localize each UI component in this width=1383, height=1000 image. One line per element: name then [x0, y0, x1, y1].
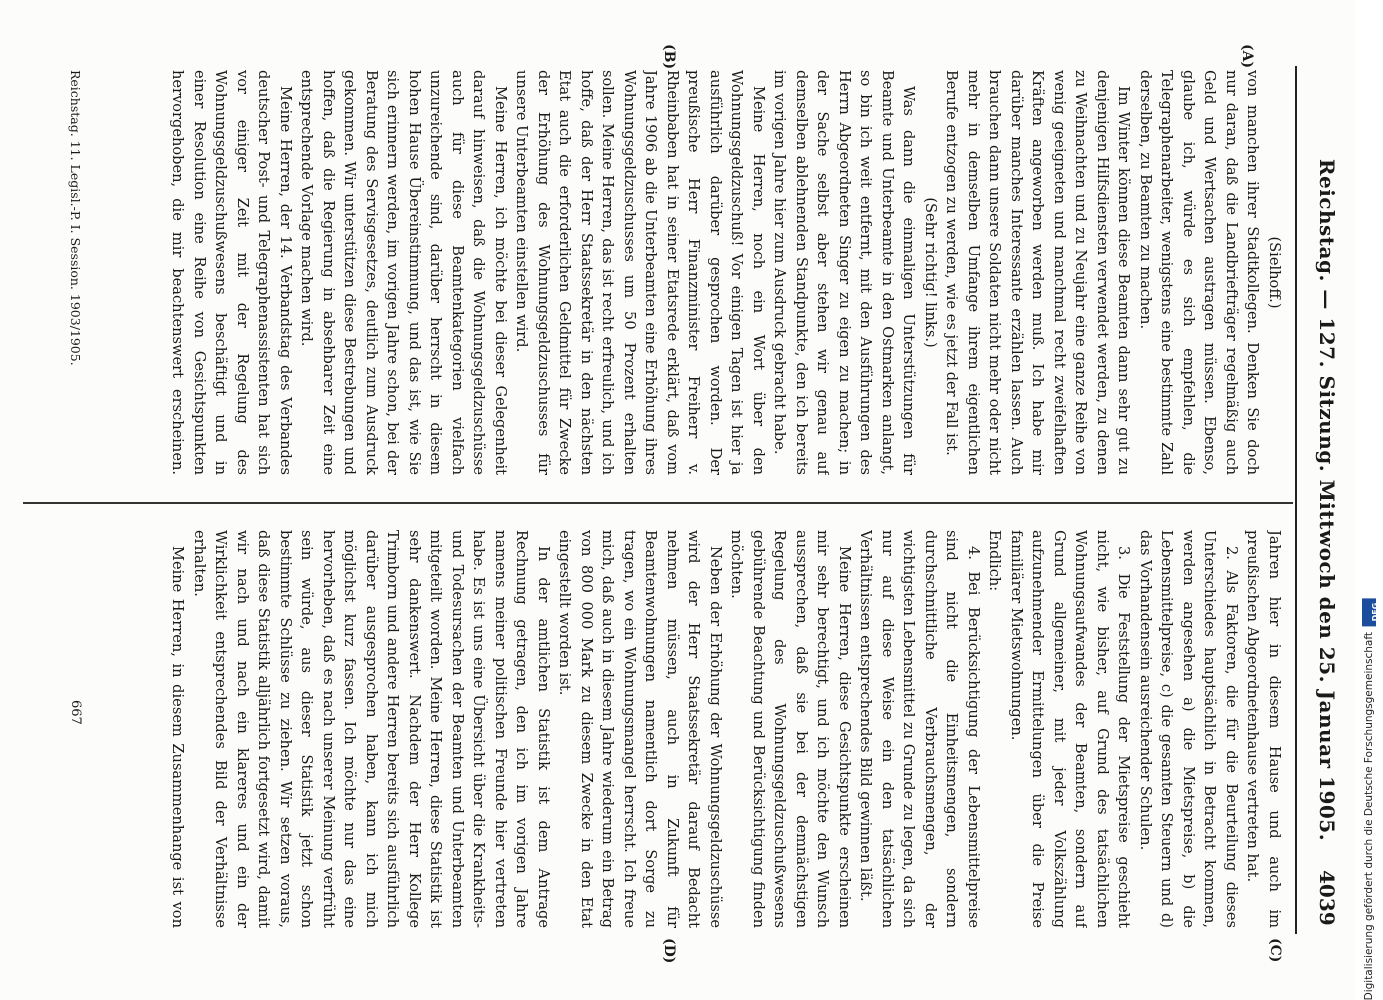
paragraph: Meine Herren, noch ein Wort über den Wohnungsgeldzuschuß! Vor einigen Tagen ist hier ja ausführlich darüber gesprochen worden. Der preußische Herr Finanzminister Freiherr v. Rheinbaben hat in seiner Etatsrede erklärt, daß vom Jahre 1906 ab die Unterbeamten eine Erhöhung ihres Wohnungsgeldzuschusses um 50 Prozent erhalten sollen. Meine Herren, das ist recht erfreulich, und ich hoffe, daß der Herr Staatssekretär in den nächsten Etat auch die erforderlichen Geldmittel für Zwecke der Erhöhung des Wohnungsgeldzuschusses für unsere Unterbeamten einstellen wird. — [513, 70, 767, 475]
paragraph: Was dann die einmaligen Unterstützungen für Beamte und Unterbeamte in den Ostmarken anlangt, so bin ich weit entfernt, mit den Ausführungen des Herrn Abgeordneten Singer zu eigen zu machen; in der Sache selbst aber stehen wir genau auf demselben ablehnenden Standpunkte, den ich bereits im vorigen Jahre hier zum Ausdruck gebracht habe. — [771, 70, 918, 475]
quoted-item: 3. Die Feststellung der Mietspreise geschieht nicht, wie bisher, auf Grund des tatsächlichen Wohnungsaufwandes der Beamten, sondern auf Grund allgemeiner, mit jeder Volkszählung aufzunehmender Ermittelungen über die Preise familiärer Mietswohnungen. — [1008, 530, 1133, 928]
left-column — [165, 70, 1285, 475]
digitization-credit — [1355, 0, 1383, 1000]
sheet-number: 667 — [68, 700, 83, 725]
credit-text: Digitalisierung gefördert durch die Deutsche Forschungsgemeinschaft — [1363, 631, 1375, 1000]
paragraph: Meine Herren, ich möchte bei dieser Gelegenheit darauf hinweisen, daß die Wohnungsgeldzuschüsse auch für diese Beamtenkategorien vielfach unzureichende sind, darüber herrscht in diesem hohen Hause Übereinstimmung, und das ist, wie Sie sich erinnern werden, im vorigen Jahre schon, bei der Beratung des Servisgesetzes, deutlich zum Ausdruck gekommen. Wir unterstützen diese Bestrebungen und hoffen, daß die Regierung in absehbarer Zeit eine entsprechende Vorlage machen wird. — [298, 70, 509, 475]
dfg-logo: DFG — [1362, 598, 1376, 626]
interjection: (Sehr richtig! links.) — [922, 197, 939, 348]
header-rule — [1295, 66, 1297, 934]
paragraph: Meine Herren, der 14. Verbandstag des Verbandes deutscher Post- und Telegraphenassistenten hat sich vor einiger Zeit mit der Regelung des Wohnungsgeldzuschußwesens beschäftigt und in einer Resolution eine Reihe von Gesichtspunkten hervorgehoben, die mir beachtenswert erscheinen. — [169, 70, 294, 475]
paragraph: Neben der Erhöhung der Wohnungsgeldzuschüsse wird der Herr Staatssekretär darauf Bedacht nehmen müssen, auch in Zukunft für Beamtenwohnungen namentlich dort Sorge zu tragen, wo ein Wohnungsmangel herrscht. Ich freue mich, daß auch in diesem Jahre wiederum ein Betrag von 800 000 Mark zu diesem Zwecke in den Etat eingestellt worden ist. — [556, 530, 724, 928]
page-header-number: 4039 — [1315, 870, 1339, 926]
paragraph: von manchen ihrer Stadtkollegen. Denken Sie doch nur daran, daß die Landbriefträger regelmäßig auch Geld und Wertsachen austragen müssen. Ebenso, glaube ich, würde es sich empfehlen, die Telegraphenarbeiter, wenigstens eine bestimmte Zahl derselben, zu Beamten zu machen. — [1137, 70, 1262, 475]
right-column — [165, 530, 1285, 928]
quoted-item: 4. Bei Berücksichtigung der Lebensmittelpreise sind nicht die Einheitsmengen, sondern durchschnittliche Verbrauchsmengen, der wichtigsten Lebensmittel zu Grunde zu legen, da sich nur auf diese Weise ein den tatsächlichen Verhältnissen entsprechendes Bild gewinnen läßt. — [857, 530, 982, 928]
paragraph: Endlich: — [986, 530, 1004, 592]
margin-letter-a: (A) — [1239, 44, 1255, 69]
page-header-title: Reichstag. — 127. Sitzung. Mittwoch den 25. Januar 1905. — [1315, 158, 1339, 842]
margin-letter-d: (D) — [661, 938, 677, 964]
paragraph: Meine Herren, diese Gesichtspunkte erscheinen mir sehr berechtigt, und ich möchte den Wunsch aussprechen, daß sie bei der demnächstigen Regelung des Wohnungsgeldzuschußwesens gebührende Beachtung und Berücksichtigung finden möchten. — [728, 530, 853, 928]
margin-letter-c: (C) — [1267, 938, 1283, 963]
paragraph: Im Winter können diese Beamten dann sehr gut zu denjenigen Hilfsdiensten verwendet werden, zu denen zu Weihnachten und zu Neujahr eine ganze Reihe von wenig geeigneten und manchmal recht zweifelhaften Kräften angeworben werden muß. Ich habe mir darüber manches Interessante erzählen lassen. Auch brauchen dann unsere Soldaten nicht mehr oder nicht mehr in demselben Umfange ihrem eigentlichen Berufe entzogen zu werden, wie es jetzt der Fall ist. — [943, 70, 1133, 475]
column-divider — [23, 502, 1293, 504]
paragraph: Jahren hier in diesem Hause und auch im preußischen Abgeordnetenhause vertreten hat. — [1244, 530, 1283, 928]
paragraph: In der amtlichen Statistik ist dem Antrage Rechnung getragen, den ich im vorigen Jahre namens meiner politischen Freunde hier vertreten habe. Es ist uns eine Übersicht über die Krankheits- und Todesursachen der Beamten und Unterbeamten mitgeteilt worden. Meine Herren, diese Statistik ist sehr dankenswert. Nachdem der Herr Kollege Trimborn und andere Herren bereits sich ausführlich darüber ausgesprochen haben, kann ich mich möglichst kurz fassen. Ich möchte nur das eine hervorheben, daß es nach unserer Meinung verfrüht sein würde, aus dieser Statistik jetzt schon bestimmte Schlüsse zu ziehen. Wir setzen voraus, daß diese Statistik alljährlich fortgesetzt wird, damit wir nach und nach ein klareres und ein der Wirklichkeit entsprechendes Bild der Verhältnisse erhalten. — [191, 530, 552, 928]
quoted-item: 2. Als Faktoren, die für die Beurteilung dieses Unterschiedes hauptsächlich in Betracht kommen, werden angesehen a) die Mietspreise, b) die Lebensmittelpreise, c) die gesamten Steuern und d) das Vorhandensein ausreichender Schulen. — [1137, 530, 1240, 928]
paragraph: Meine Herren, in diesem Zusammenhange ist von — [169, 546, 187, 928]
footnote: Reichstag. 11. Legisl.-P. I. Session. 1903/1905. — [68, 70, 83, 366]
margin-letter-b: (B) — [661, 44, 677, 70]
speaker-name: (Sielhoff.) — [1266, 236, 1283, 309]
